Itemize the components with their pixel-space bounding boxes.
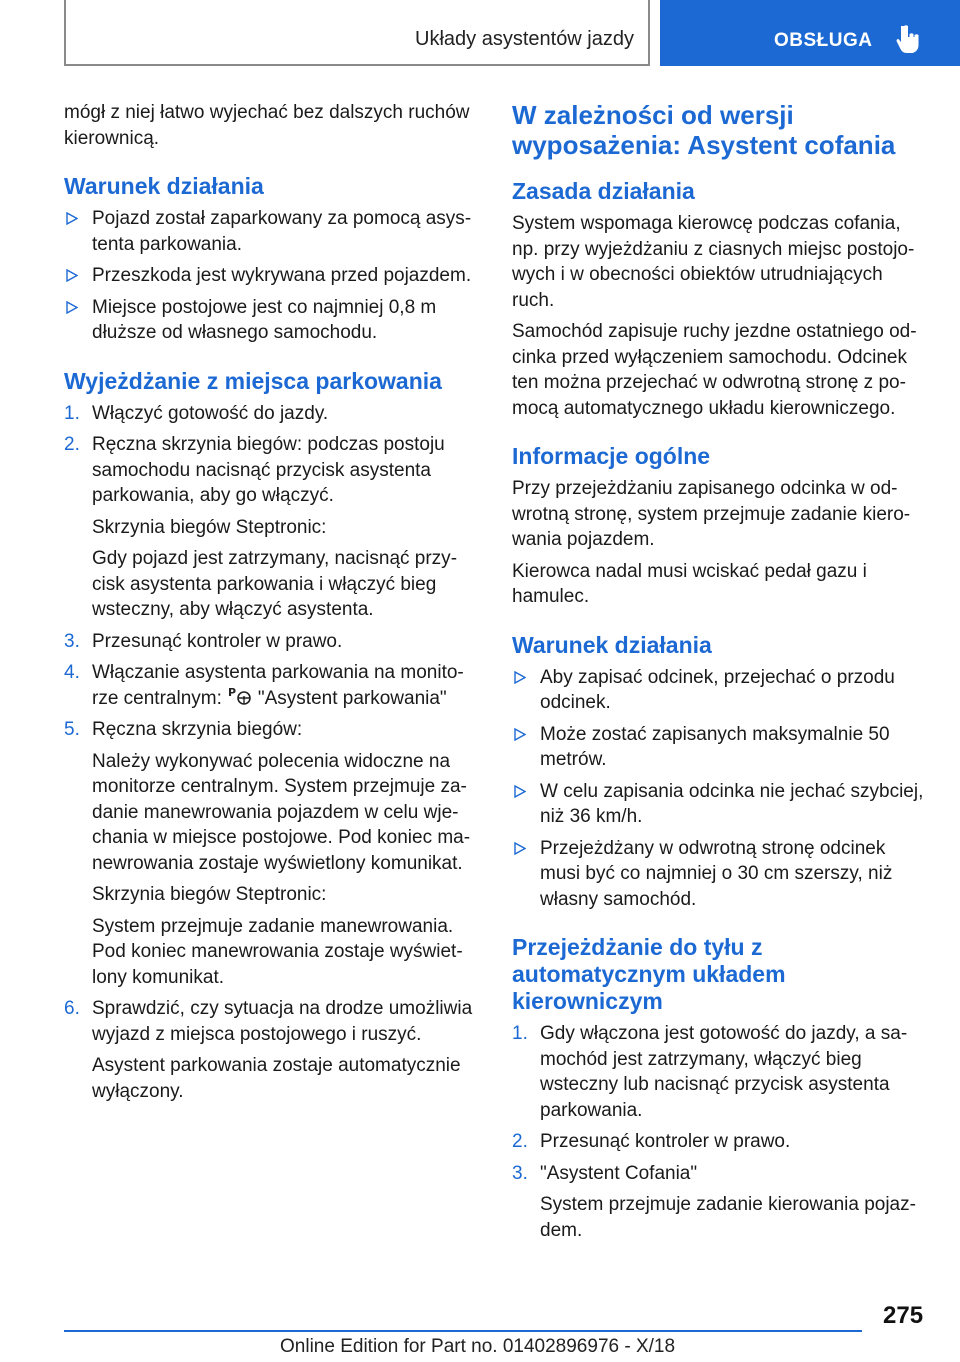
step-subtext: Asystent parkowania zostaje automatycznie wyłączony. bbox=[92, 1055, 461, 1102]
list-item: Przeszkoda jest wykrywana przed pojazdem. bbox=[64, 263, 476, 289]
heading-reverse-assistant: W zależności od wersji wyposażenia: Asystent cofania bbox=[512, 100, 896, 160]
triangle-bullet-icon bbox=[66, 301, 78, 314]
paragraph: Przy przejeżdżaniu zapisanego odcinka w odwrotną stronę, system przejmuje zadanie kierowania pojazdem. bbox=[512, 478, 911, 550]
triangle-bullet-icon bbox=[514, 785, 526, 798]
step-number: 5. bbox=[64, 719, 80, 740]
step-item: 4. Włączanie asystenta parkowania na monitorze centralnym: P "Asystent parkowania" bbox=[64, 662, 464, 709]
heading-condition: Warunek działania bbox=[64, 173, 264, 199]
section-title: OBSŁUGA bbox=[774, 30, 873, 51]
step-item: 1. Gdy włączona jest gotowość do jazdy, a samochód jest zatrzymany, włączyć bieg wsteczny lub nacisnąć przycisk asystenta parkowania. bbox=[512, 1023, 908, 1121]
step-number: 1. bbox=[512, 1023, 528, 1044]
step-number: 2. bbox=[512, 1131, 528, 1152]
list-item: Pojazd został zaparkowany za pomocą asystenta parkowania. bbox=[64, 206, 476, 257]
list-item: Może zostać zapisanych maksymalnie 50 metrów. bbox=[512, 722, 924, 773]
heading-general-info: Informacje ogólne bbox=[512, 443, 711, 469]
step-subtext: System przejmuje zadanie manewrowania. Pod koniec manewrowania zostaje wyświetlony komunikat. bbox=[92, 915, 463, 988]
step-item: 2. Ręczna skrzynia biegów: podczas postoju samochodu nacisnąć przycisk asystenta parkowania, aby go włączyć. bbox=[64, 434, 445, 506]
step-subtext: Należy wykonywać polecenia widoczne na monitorze centralnym. System przejmuje zadanie manewrowania pojazdem w celu wjechania w miejsce postojowe. Pod koniec manewrowania zostaje wyświetlony komunikat. bbox=[92, 750, 471, 874]
triangle-bullet-icon bbox=[66, 212, 78, 225]
step-item: 1. Włączyć gotowość do jazdy. bbox=[64, 401, 476, 427]
header-section-box bbox=[660, 0, 960, 66]
step-item: 6. Sprawdzić, czy sytuacja na drodze umożliwia wyjazd z miejsca postojowego i ruszyć. bbox=[64, 998, 473, 1045]
chapter-title: Układy asystentów jazdy bbox=[415, 28, 634, 50]
step-number: 4. bbox=[64, 662, 80, 683]
triangle-bullet-icon bbox=[514, 842, 526, 855]
triangle-bullet-icon bbox=[514, 671, 526, 684]
header-chapter-box bbox=[64, 0, 650, 66]
svg-text:P: P bbox=[227, 685, 236, 699]
list-item: W celu zapisania odcinka nie jechać szybciej, niż 36 km/h. bbox=[512, 779, 924, 830]
left-column bbox=[64, 100, 476, 1110]
step-subtext: Gdy pojazd jest zatrzymany, nacisnąć przycisk asystenta parkowania i włączyć bieg wsteczny, aby włączyć asystenta. bbox=[92, 548, 458, 620]
footer-edition: Online Edition for Part no. 01402896976 - X/18 bbox=[280, 1336, 676, 1357]
list-item: Miejsce postojowe jest co najmniej 0,8 m dłuższe od własnego samochodu. bbox=[64, 295, 476, 346]
hand-pointer-icon bbox=[896, 24, 922, 54]
parking-assistant-icon bbox=[228, 686, 254, 706]
heading-reverse-steering: Przejeżdżanie do tyłu z automatycznym układem kierowniczym bbox=[512, 934, 786, 1014]
heading-exit-parking: Wyjeżdżanie z miejsca parkowania bbox=[64, 367, 442, 394]
right-column bbox=[512, 100, 924, 1249]
triangle-bullet-icon bbox=[514, 728, 526, 741]
heading-principle: Zasada działania bbox=[512, 178, 695, 204]
step-item: 5. Ręczna skrzynia biegów: bbox=[64, 717, 476, 743]
page-number: 275 bbox=[883, 1302, 924, 1329]
list-item: Przejeżdżany w odwrotną stronę odcinek musi być co najmniej o 30 cm szerszy, niż własny samochód. bbox=[512, 836, 924, 913]
page-header bbox=[0, 0, 960, 66]
step-subtext: Skrzynia biegów Steptronic: bbox=[92, 884, 327, 905]
paragraph: Samochód zapisuje ruchy jezdne ostatniego odcinka przed wyłączeniem samochodu. Odcinek ten można przejechać w odwrotną stronę z pomocą automatycznego układu kierowniczego. bbox=[512, 321, 917, 419]
step-number: 3. bbox=[64, 630, 80, 652]
intro-paragraph: mógł z niej łatwo wyjechać bez dalszych ruchów kierownicą. bbox=[64, 102, 470, 149]
heading-condition: Warunek działania bbox=[512, 631, 712, 658]
step-item: 3. "Asystent Cofania" bbox=[512, 1161, 924, 1187]
step-subtext: System przejmuje zadanie kierowania pojazdem. bbox=[540, 1194, 916, 1241]
step-subtext: Skrzynia biegów Steptronic: bbox=[92, 516, 327, 538]
step-item: 3. Przesunąć kontroler w prawo. bbox=[64, 629, 476, 655]
triangle-bullet-icon bbox=[66, 269, 78, 282]
list-item: Aby zapisać odcinek, przejechać o przodu odcinek. bbox=[512, 665, 924, 716]
footer-divider bbox=[64, 1330, 862, 1332]
paragraph: System wspomaga kierowcę podczas cofania, np. przy wyjeżdżaniu z ciasnych miejsc postojowych i w obecności obiektów utrudniających ruch. bbox=[512, 213, 915, 311]
step-number: 3. bbox=[512, 1162, 528, 1184]
step-item: 2. Przesunąć kontroler w prawo. bbox=[512, 1129, 924, 1155]
step-number: 6. bbox=[64, 998, 80, 1019]
step-number: 2. bbox=[64, 434, 80, 455]
step-number: 1. bbox=[64, 402, 80, 424]
paragraph: Kierowca nadal musi wciskać pedał gazu i hamulec. bbox=[512, 560, 867, 607]
